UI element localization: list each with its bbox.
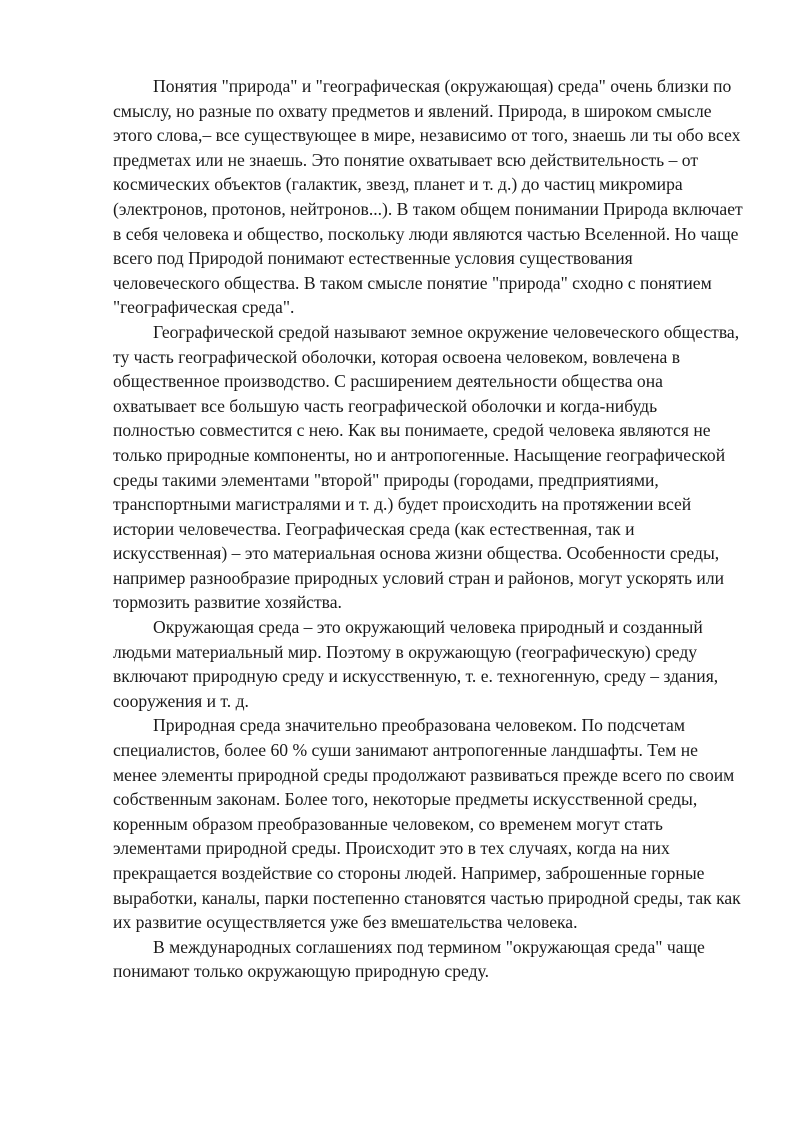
paragraph-geographic-environment: Географической средой называют земное окружение человеческого общества, ту часть географической оболочки, которая освоена человеком, вовлечена в общественное производство. С расширением деятельности общества она охватывает все большую часть географической оболочки и когда-нибудь полностью совместится с нею. Как вы понимаете, средой человека являются не только природные компоненты, но и антропогенные. Насыщение географической среды такими элементами "второй" природы (городами, предприятиями, транспортными магистралями и т. д.) будет происходить на протяжении всей истории человечества. Географическая среда (как естественная, так и искусственная) – это материальная основа жизни общества. Особенности среды, например разнообразие природных условий стран и районов, могут ускорять или тормозить развитие хозяйства. (113, 321, 740, 613)
paragraph-nature-definition: Понятия "природа" и "географическая (окружающая) среда" очень близки по смыслу, но разные по охвату предметов и явлений. Природа, в широком смысле этого слова,– все существующее в мире, независимо от того, знаешь ли ты обо всех предметах или не знаешь. Это понятие охватывает всю действительность – от космических объектов (галактик, звезд, планет и т. д.) до частиц микромира (электронов, протонов, нейтронов...). В таком общем понимании Природа включает в себя человека и общество, поскольку люди являются частью Вселенной. Но чаще всего под Природой понимают естественные условия существования человеческого общества. В таком смысле понятие "природа" сходно с понятием "географическая среда". (113, 76, 743, 318)
paragraph-international-agreements: В международных соглашениях под термином "окружающая среда" чаще понимают только окружающую природную среду. (113, 936, 705, 982)
paragraph-surrounding-environment: Окружающая среда – это окружающий человека природный и созданный людьми материальный мир. Поэтому в окружающую (географическую) среду включают природную среду и искусственную, т. е. техногенную, среду – здания, сооружения и т. д. (113, 617, 719, 711)
document-page (113, 74, 743, 984)
paragraph-natural-environment: Природная среда значительно преобразована человеком. По подсчетам специалистов, более 60 % суши занимают антропогенные ландшафты. Тем не менее элементы природной среды продолжают развиваться прежде всего по своим собственным законам. Более того, некоторые предметы искусственной среды, коренным образом преобразованные человеком, со временем могут стать элементами природной среды. Происходит это в тех случаях, когда на них прекращается воздействие со стороны людей. Например, заброшенные горные выработки, каналы, парки постепенно становятся частью природной среды, так как их развитие осуществляется уже без вмешательства человека. (113, 715, 741, 933)
